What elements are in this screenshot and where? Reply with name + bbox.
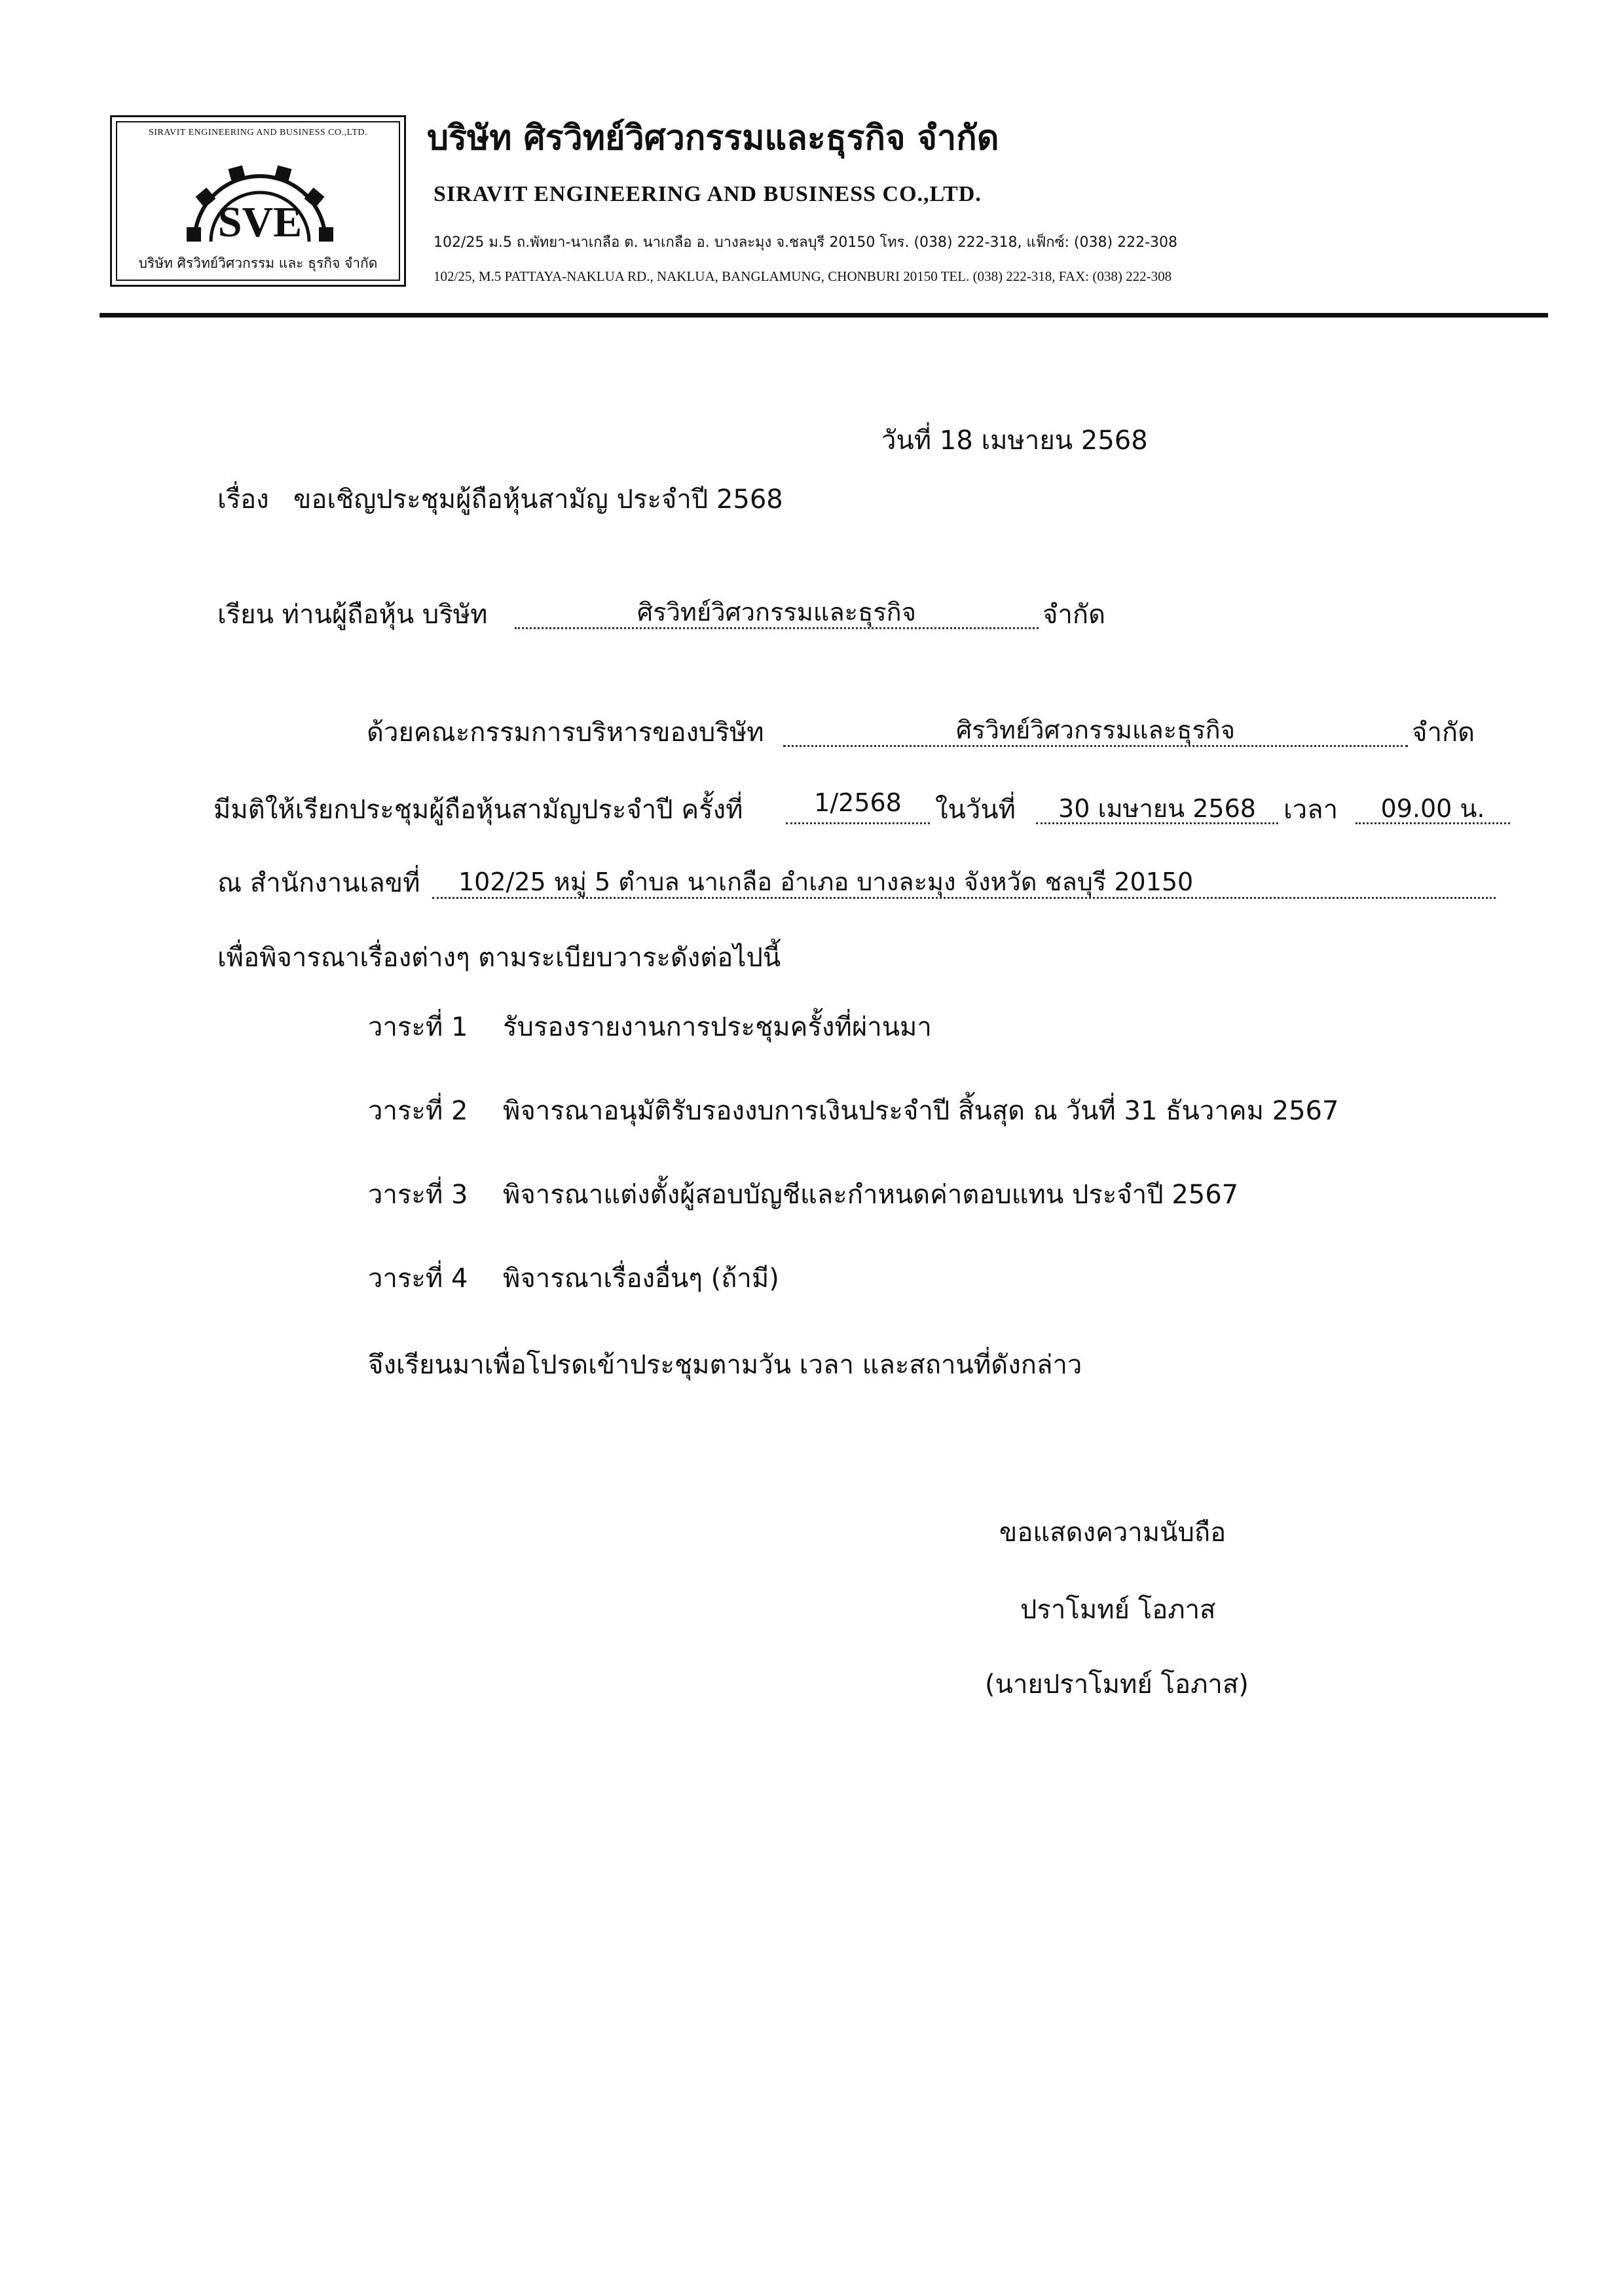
venue-address: 102/25 หมู่ 5 ตำบล นาเกลือ อำเภอ บางละมุง จังหวัด ชลบุรี 20150 — [458, 867, 1194, 896]
addressee-suffix: จำกัด — [1043, 600, 1106, 630]
meeting-number: 1/2568 — [814, 788, 902, 817]
subject-label: เรื่อง — [217, 484, 269, 515]
agenda-item-text: รับรองรายงานการประชุมครั้งที่ผ่านมา — [503, 1012, 932, 1042]
logo-bottom-text: บริษัท ศิรวิทย์วิศวกรรม และ ธุรกิจ จำกัด — [138, 255, 378, 271]
company-name-thai: บริษัท ศิรวิทย์วิศวกรรมและธุรกิจ จำกัด — [427, 118, 999, 158]
agenda-item-number: วาระที่ 1 — [368, 1012, 468, 1042]
gear-logo-icon — [175, 150, 345, 255]
letter-date: วันที่ 18 เมษายน 2568 — [881, 426, 1148, 456]
intro-lead: ด้วยคณะกรรมการบริหารของบริษัท — [367, 718, 764, 748]
closing-line: จึงเรียนมาเพื่อโปรดเข้าประชุมตามวัน เวลา และสถานที่ดังกล่าว — [368, 1350, 1082, 1380]
company-address-thai: 102/25 ม.5 ถ.พัทยา-นาเกลือ ต. นาเกลือ อ. บางละมุง จ.ชลบุรี 20150 โทร. (038) 222-318, แฟ็กซ์: (038) 222-308 — [434, 234, 1177, 251]
meeting-time: 09.00 น. — [1380, 794, 1485, 823]
meeting-no-dotted-line — [786, 822, 930, 824]
logo-top-text: SIRAVIT ENGINEERING AND BUSINESS CO.,LTD. — [148, 128, 368, 137]
letterhead-divider — [100, 313, 1548, 318]
agenda-item-text: พิจารณาอนุมัติรับรองงบการเงินประจำปี สิ้นสุด ณ วันที่ 31 ธันวาคม 2567 — [503, 1096, 1339, 1126]
logo-mark: SVE — [217, 198, 303, 246]
sign-off: ขอแสดงความนับถือ — [999, 1518, 1227, 1548]
meeting-time-label: เวลา — [1283, 795, 1338, 825]
venue-label: ณ สำนักงานเลขที่ — [217, 868, 420, 898]
agenda-item-text: พิจารณาเรื่องอื่นๆ (ถ้ามี) — [503, 1264, 779, 1294]
company-address-english: 102/25, M.5 PATTAYA-NAKLUA RD., NAKLUA, BANGLAMUNG, CHONBURI 20150 TEL. (038) 222-318, FAX: (038) 222-308 — [434, 268, 1172, 284]
agenda-intro: เพื่อพิจารณาเรื่องต่างๆ ตามระเบียบวาระดังต่อไปนี้ — [217, 943, 781, 973]
addressee-label: เรียน ท่านผู้ถือหุ้น บริษัท — [217, 600, 488, 630]
agenda-item-number: วาระที่ 3 — [368, 1180, 468, 1210]
subject-text: ขอเชิญประชุมผู้ถือหุ้นสามัญ ประจำปี 2568 — [293, 484, 783, 515]
agenda-item-number: วาระที่ 4 — [368, 1264, 468, 1294]
meeting-date: 30 เมษายน 2568 — [1058, 794, 1256, 823]
meeting-date-label: ในวันที่ — [935, 795, 1016, 825]
intro-suffix: จำกัด — [1412, 718, 1475, 748]
company-name-english: SIRAVIT ENGINEERING AND BUSINESS CO.,LTD. — [434, 182, 982, 206]
signature: ปราโมทย์ โอภาส — [1020, 1595, 1216, 1625]
agenda-item-number: วาระที่ 2 — [368, 1096, 468, 1126]
resolution-lead: มีมติให้เรียกประชุมผู้ถือหุ้นสามัญประจำปี ครั้งที่ — [213, 795, 743, 825]
agenda-item-text: พิจารณาแต่งตั้งผู้สอบบัญชีและกำหนดค่าตอบแทน ประจำปี 2567 — [503, 1180, 1239, 1210]
intro-company: ศิรวิทย์วิศวกรรมและธุรกิจ — [956, 716, 1235, 744]
addressee-company: ศิรวิทย์วิศวกรรมและธุรกิจ — [637, 598, 916, 627]
company-logo — [110, 115, 406, 287]
signer-name: (นายปราโมทย์ โอภาส) — [985, 1669, 1249, 1700]
